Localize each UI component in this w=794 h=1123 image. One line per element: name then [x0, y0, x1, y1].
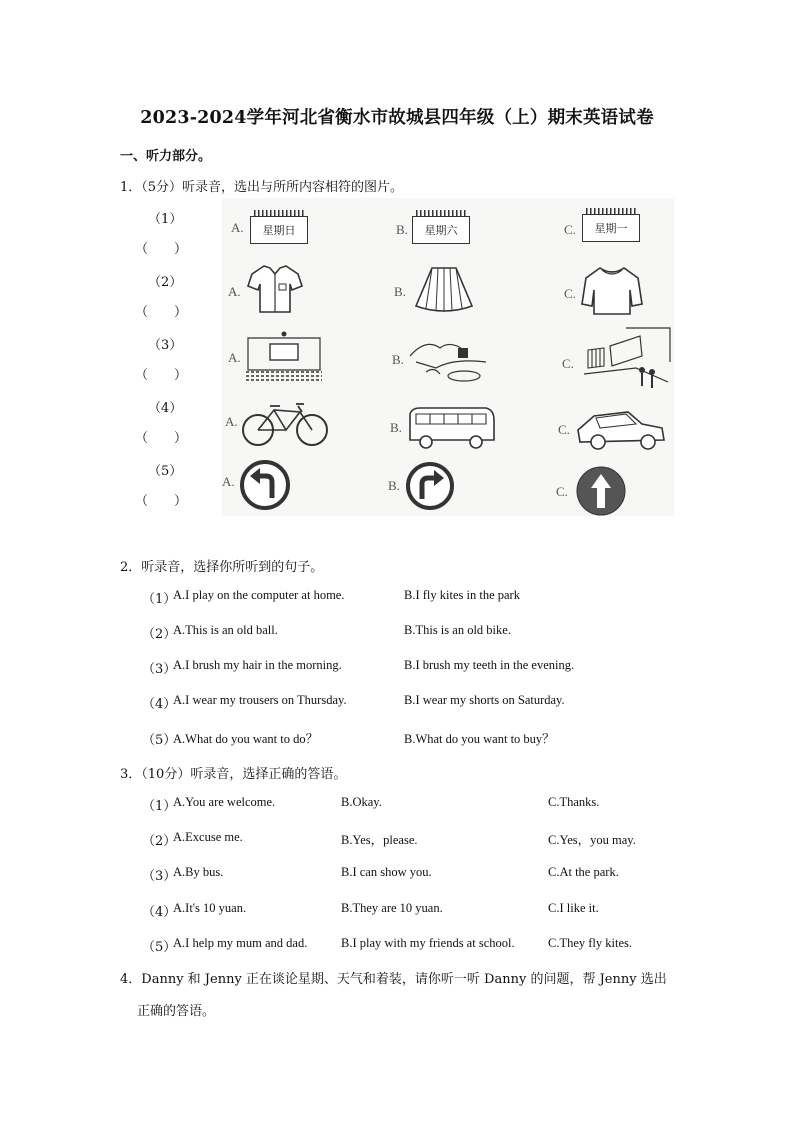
q2-option-b[interactable]: B.I brush my teeth in the evening.: [404, 658, 575, 672]
q2-option-a[interactable]: A.I play on the computer at home.: [173, 588, 345, 602]
calendar-icon[interactable]: [250, 216, 308, 244]
q3-option-c[interactable]: C.Thanks.: [548, 795, 600, 809]
sweater-icon[interactable]: [580, 264, 644, 316]
q3-item-number: （2）: [142, 834, 177, 849]
q3-option-c[interactable]: C.At the park.: [548, 865, 619, 879]
q3-option-a[interactable]: A.I help my mum and dad.: [173, 936, 308, 950]
q1-answer-blank[interactable]: （ ）: [135, 305, 188, 320]
q2-option-b[interactable]: B.I fly kites in the park: [404, 588, 520, 602]
turn-right-sign-icon[interactable]: [406, 462, 454, 510]
q3-option-a[interactable]: A.You are welcome.: [173, 795, 276, 809]
option-label: A.: [225, 414, 238, 429]
q3-option-b[interactable]: B.Okay.: [341, 795, 382, 809]
q1-item-number: （3）: [148, 338, 183, 353]
option-label: A.: [222, 474, 235, 489]
q3-option-c[interactable]: C.I like it.: [548, 901, 599, 915]
section-heading-listening: 一、听力部分。: [120, 149, 212, 164]
q1-item-number: （1）: [148, 212, 183, 227]
q3-option-a[interactable]: A.By bus.: [173, 865, 224, 879]
option-label: C.: [564, 222, 576, 237]
q2-option-a[interactable]: A.I brush my hair in the morning.: [173, 658, 342, 672]
zoo-icon[interactable]: [580, 326, 672, 390]
question-3-prompt: 3．（10分）听录音，选择正确的答语。: [120, 767, 347, 782]
option-label: B.: [394, 284, 406, 299]
question-4-prompt: 4．Danny 和 Jenny 正在谈论星期、天气和着装，请你听一听 Danny 的问题，帮 Jenny 选出: [120, 972, 667, 987]
shirt-icon[interactable]: [246, 262, 304, 314]
q2-option-a[interactable]: A.I wear my trousers on Thursday.: [173, 693, 347, 707]
option-label: B.: [392, 352, 404, 367]
calendar-text: 星期六: [424, 224, 458, 237]
q3-item-number: （3）: [142, 869, 177, 884]
option-label: C.: [564, 286, 576, 301]
car-icon[interactable]: [576, 406, 666, 450]
park-icon[interactable]: [406, 332, 492, 386]
q3-option-c[interactable]: C.They fly kites.: [548, 936, 633, 950]
q1-item-number: （2）: [148, 275, 183, 290]
skirt-icon[interactable]: [412, 264, 476, 314]
option-label: A.: [228, 284, 241, 299]
q1-answer-blank[interactable]: （ ）: [135, 431, 188, 446]
q1-answer-blank[interactable]: （ ）: [135, 242, 188, 257]
calendar-text: 星期日: [262, 224, 296, 237]
bus-icon[interactable]: [406, 404, 496, 450]
option-label: B.: [390, 420, 402, 435]
q2-item-number: （2）: [142, 627, 177, 642]
q3-option-c[interactable]: C.Yes，you may.: [548, 833, 636, 847]
q3-option-a[interactable]: A.It's 10 yuan.: [173, 901, 247, 915]
q3-option-b[interactable]: B.Yes，please.: [341, 833, 418, 847]
q2-option-a[interactable]: A.What do you want to do？: [173, 732, 319, 746]
option-label: C.: [558, 422, 570, 437]
option-label: C.: [556, 484, 568, 499]
q1-answer-blank[interactable]: （ ）: [135, 494, 188, 509]
q2-item-number: （4）: [142, 697, 177, 712]
q3-option-b[interactable]: B.I can show you.: [341, 865, 432, 879]
q2-option-b[interactable]: B.What do you want to buy？: [404, 732, 555, 746]
q1-item-number: （5）: [148, 464, 183, 479]
q2-option-a[interactable]: A.This is an old ball.: [173, 623, 278, 637]
question-4-prompt-cont: 正确的答语。: [137, 1004, 216, 1019]
bicycle-icon[interactable]: [240, 398, 330, 448]
option-label: B.: [388, 478, 400, 493]
option-label: A.: [231, 220, 244, 235]
cinema-icon[interactable]: [244, 330, 324, 382]
q3-option-b[interactable]: B.They are 10 yuan.: [341, 901, 443, 915]
option-label: A.: [228, 350, 241, 365]
question-2-prompt: 2．听录音，选择你所听到的句子。: [120, 560, 324, 575]
q3-item-number: （4）: [142, 905, 177, 920]
calendar-icon[interactable]: [412, 216, 470, 244]
q2-item-number: （5）: [142, 733, 177, 748]
q2-item-number: （3）: [142, 662, 177, 677]
page-title: 2023-2024学年河北省衡水市故城县四年级（上）期末英语试卷: [140, 108, 654, 128]
calendar-icon[interactable]: [582, 214, 640, 242]
q1-item-number: （4）: [148, 401, 183, 416]
question-1-prompt: 1．（5分）听录音，选出与所所内容相符的图片。: [120, 180, 404, 195]
turn-left-sign-icon[interactable]: [240, 460, 290, 510]
q2-option-b[interactable]: B.I wear my shorts on Saturday.: [404, 693, 565, 707]
q3-item-number: （1）: [142, 799, 177, 814]
calendar-text: 星期一: [594, 222, 628, 235]
q3-option-a[interactable]: A.Excuse me.: [173, 830, 243, 844]
go-straight-sign-icon[interactable]: [576, 466, 626, 516]
q1-answer-blank[interactable]: （ ）: [135, 368, 188, 383]
q3-option-b[interactable]: B.I play with my friends at school.: [341, 936, 515, 950]
q3-item-number: （5）: [142, 940, 177, 955]
option-label: C.: [562, 356, 574, 371]
option-label: B.: [396, 222, 408, 237]
q2-item-number: （1）: [142, 592, 177, 607]
q2-option-b[interactable]: B.This is an old bike.: [404, 623, 511, 637]
